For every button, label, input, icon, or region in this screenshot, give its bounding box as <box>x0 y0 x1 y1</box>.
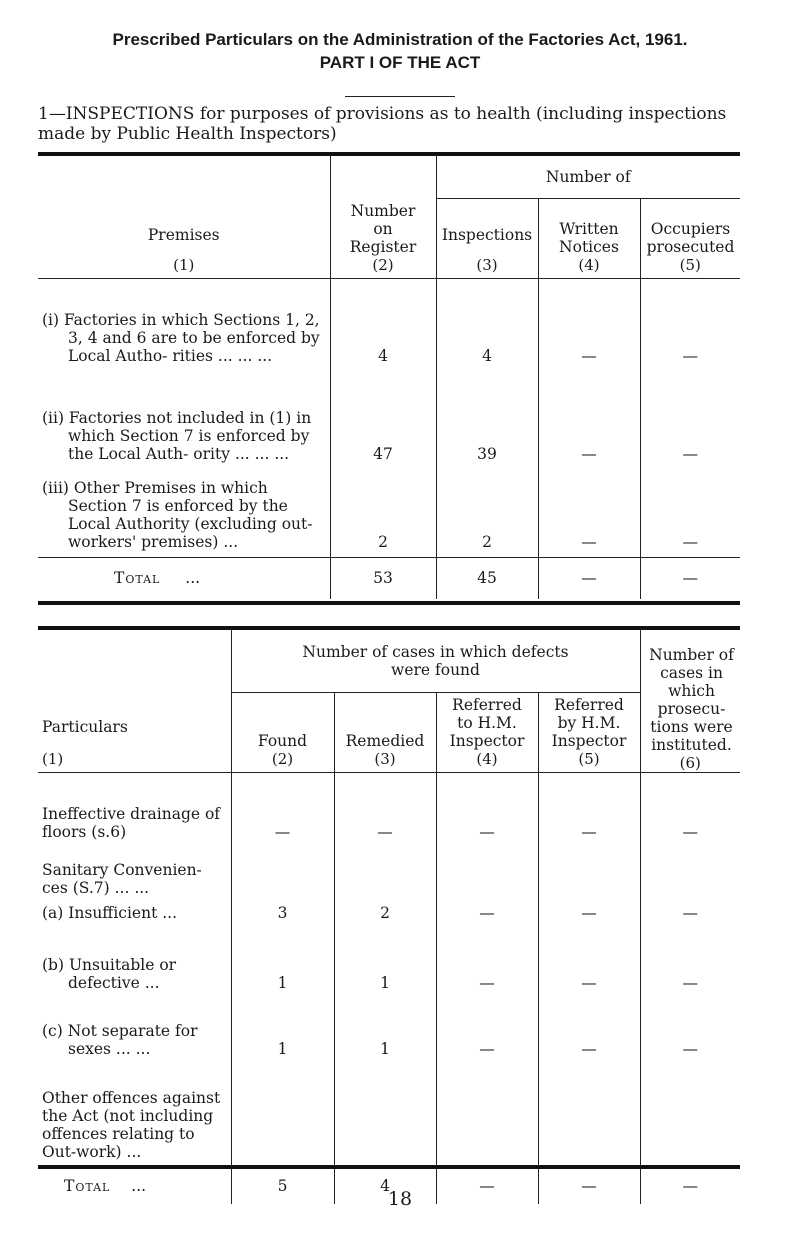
table-row <box>38 373 740 471</box>
referred-to-value: — <box>436 922 538 996</box>
table-row <box>38 847 740 897</box>
table-row <box>38 773 740 847</box>
prosecuted-value: — <box>640 471 740 557</box>
part-heading: PART I OF THE ACT <box>319 53 481 72</box>
inspections-total: 45 <box>436 557 538 599</box>
notices-total: — <box>538 557 640 599</box>
particulars-label: Ineffective drainage of floors (s.6) <box>42 804 221 841</box>
prosecuted-value: — <box>640 373 740 471</box>
prosecutions-value: — <box>640 897 740 922</box>
remedied-total: 4 <box>334 1168 436 1204</box>
particulars-label: Other offences against the Act (not including offences relating to Out-work) ... <box>38 1062 231 1168</box>
prosecutions-value: — <box>640 996 740 1062</box>
found-header: Found (2) <box>231 692 334 772</box>
remedied-value <box>334 847 436 897</box>
heading-rule <box>345 96 455 97</box>
register-total: 53 <box>330 557 436 599</box>
document-title: Prescribed Particulars on the Administration of the Factories Act, 1961. <box>112 30 688 49</box>
table-row <box>38 922 740 996</box>
table-row <box>38 897 740 922</box>
premises-header: Premises (1) <box>38 156 330 278</box>
table-row <box>38 471 740 557</box>
referred-by-value: — <box>538 773 640 847</box>
referred-by-value: — <box>538 922 640 996</box>
table-row <box>38 996 740 1062</box>
table-row <box>38 1062 740 1168</box>
referred-by-value <box>538 847 640 897</box>
prosecutions-header: Number of cases in which prosecu- tions were instituted. (6) <box>640 630 740 773</box>
notices-value: — <box>538 278 640 373</box>
register-header: Number on Register (2) <box>330 156 436 278</box>
table1-bottom-rule <box>38 601 740 605</box>
referred-by-total: — <box>538 1168 640 1204</box>
register-value: 47 <box>330 373 436 471</box>
remedied-value: 2 <box>334 897 436 922</box>
inspections-value: 39 <box>436 373 538 471</box>
referred-to-value: — <box>436 996 538 1062</box>
found-value <box>231 847 334 897</box>
section-heading: 1—INSPECTIONS for purposes of provisions as to health (including inspections made by Public Health Inspectors) <box>38 104 727 144</box>
prosecutions-value: — <box>640 773 740 847</box>
referred-by-header: Referred by H.M. Inspector (5) <box>538 692 640 772</box>
prosecuted-value: — <box>640 278 740 373</box>
particulars-label: (a) Insufficient ... <box>42 903 178 922</box>
inspections-value: 2 <box>436 471 538 557</box>
referred-to-value <box>436 847 538 897</box>
found-value: 1 <box>231 996 334 1062</box>
total-row <box>38 557 740 599</box>
remedied-value: 1 <box>334 996 436 1062</box>
referred-to-value <box>436 1062 538 1168</box>
page-number: 18 <box>387 1188 413 1210</box>
remedied-value <box>334 1062 436 1168</box>
remedied-header: Remedied (3) <box>334 692 436 772</box>
prosecutions-total: — <box>640 1168 740 1204</box>
prosecutions-value: — <box>640 922 740 996</box>
particulars-label: (b) Unsuitable or defective ... <box>42 955 177 992</box>
referred-to-value: — <box>436 773 538 847</box>
occupiers-prosecuted-header: Occupiers prosecuted (5) <box>640 198 740 278</box>
premises-label: (ii) Factories not included in (1) in which Section 7 is enforced by the Local Auth- ority ... ... ... <box>42 409 312 463</box>
notices-value: — <box>538 471 640 557</box>
register-value: 2 <box>330 471 436 557</box>
particulars-header: Particulars (1) <box>38 630 231 773</box>
remedied-value: 1 <box>334 922 436 996</box>
cases-group-header: Number of cases in which defects were found <box>231 630 640 692</box>
found-total: 5 <box>231 1168 334 1204</box>
referred-by-value: — <box>538 897 640 922</box>
particulars-label: (c) Not separate for sexes ... ... <box>42 1021 198 1058</box>
prosecutions-value <box>640 1062 740 1168</box>
remedied-value: — <box>334 773 436 847</box>
number-of-header: Number of <box>436 156 740 198</box>
table2-bottom-rule <box>38 1165 740 1169</box>
found-value: 3 <box>231 897 334 922</box>
table-row <box>38 278 740 373</box>
prosecutions-value <box>640 847 740 897</box>
prosecuted-total: — <box>640 557 740 599</box>
found-value <box>231 1062 334 1168</box>
referred-to-total: — <box>436 1168 538 1204</box>
inspections-table <box>38 156 740 599</box>
found-value: — <box>231 773 334 847</box>
referred-by-value <box>538 1062 640 1168</box>
premises-label: (iii) Other Premises in which Section 7 is enforced by the Local Authority (excluding out-workers' premises) ... <box>38 471 330 557</box>
total-label: Total ... <box>114 569 201 588</box>
register-value: 4 <box>330 278 436 373</box>
referred-by-value: — <box>538 996 640 1062</box>
referred-to-header: Referred to H.M. Inspector (4) <box>436 692 538 772</box>
premises-label: (i) Factories in which Sections 1, 2, 3, 4 and 6 are to be enforced by Local Autho- rities ... ... ... <box>42 311 320 365</box>
particulars-label: Sanitary Convenien- ces (S.7) ... ... <box>42 860 202 897</box>
total-label: Total ... <box>64 1176 147 1195</box>
referred-to-value: — <box>436 897 538 922</box>
found-value: 1 <box>231 922 334 996</box>
defects-table <box>38 630 740 1204</box>
inspections-header: Inspections (3) <box>436 198 538 278</box>
notices-value: — <box>538 373 640 471</box>
inspections-value: 4 <box>436 278 538 373</box>
written-notices-header: Written Notices (4) <box>538 198 640 278</box>
